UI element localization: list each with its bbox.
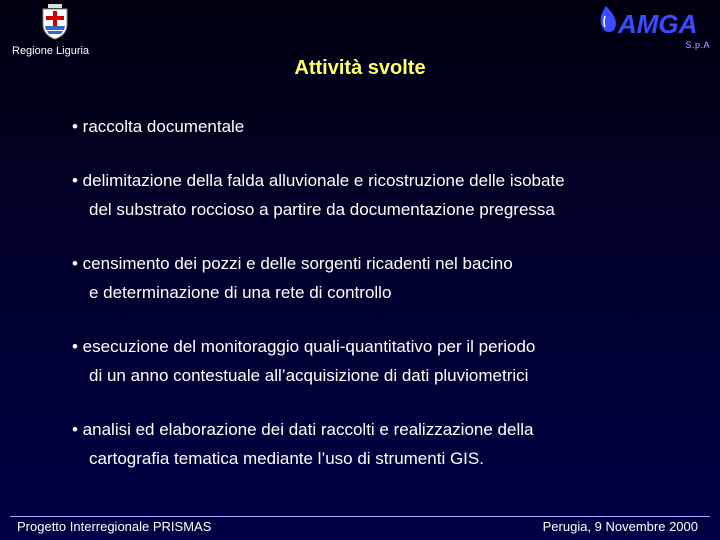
amga-logo xyxy=(596,2,706,40)
footer-date-place: Perugia, 9 Novembre 2000 xyxy=(542,519,698,534)
bullet-line-continuation: e determinazione di una rete di controllo xyxy=(89,283,392,302)
bullet-line-continuation: del substrato roccioso a partire da documentazione pregressa xyxy=(89,200,555,219)
activities-list xyxy=(72,112,692,498)
bullet-line: • delimitazione della falda alluvionale e ricostruzione delle isobate xyxy=(72,171,565,190)
list-item xyxy=(72,166,692,224)
list-item xyxy=(72,332,692,390)
footer-divider xyxy=(10,516,710,517)
bullet-line: • analisi ed elaborazione dei dati raccolti e realizzazione della xyxy=(72,420,534,439)
list-item xyxy=(72,415,692,473)
bullet-line-continuation: cartografia tematica mediante l’uso di strumenti GIS. xyxy=(89,449,484,468)
company-suffix: S.p.A xyxy=(685,40,710,50)
footer-project: Progetto Interregionale PRISMAS xyxy=(17,519,212,534)
regione-liguria-crest-icon xyxy=(40,4,70,40)
bullet-line: • esecuzione del monitoraggio quali-quantitativo per il periodo xyxy=(72,337,536,356)
list-item xyxy=(72,112,692,141)
bullet-line: • raccolta documentale xyxy=(72,117,245,136)
slide-title: Attività svolte xyxy=(294,57,426,79)
bullet-line: • censimento dei pozzi e delle sorgenti ricadenti nel bacino xyxy=(72,254,513,273)
amga-logo-text: AMGA xyxy=(618,9,698,39)
list-item xyxy=(72,249,692,307)
bullet-line-continuation: di un anno contestuale all’acquisizione di dati pluviometrici xyxy=(89,366,529,385)
region-label: Regione Liguria xyxy=(12,45,90,57)
